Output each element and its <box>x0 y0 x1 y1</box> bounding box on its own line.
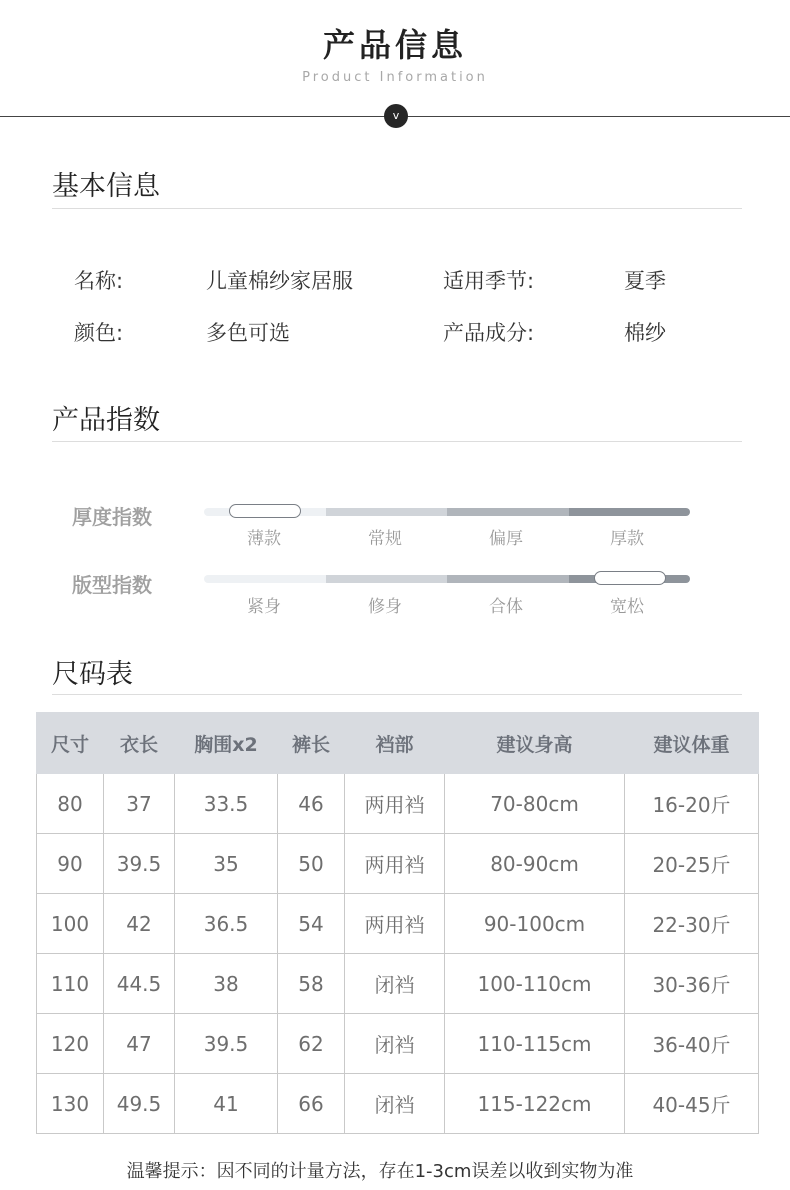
thickness-index-marker <box>229 504 301 518</box>
table-row <box>37 774 759 834</box>
table-row <box>37 954 759 1014</box>
table-cell: 两用裆 <box>345 774 445 834</box>
column-header: 建议身高 <box>445 713 625 774</box>
section-divider <box>52 441 742 442</box>
column-header: 尺寸 <box>37 713 104 774</box>
section-title-product-index: 产品指数 <box>52 405 160 436</box>
table-cell: 37 <box>104 774 175 834</box>
section-title-size-chart: 尺码表 <box>52 659 133 690</box>
table-cell: 40-45斤 <box>625 1074 759 1134</box>
index-label-thickness: 厚度指数 <box>72 505 152 529</box>
table-cell: 44.5 <box>104 954 175 1014</box>
table-cell: 62 <box>278 1014 345 1074</box>
thickness-tick: 薄款 <box>247 529 281 549</box>
table-cell: 闭裆 <box>345 1014 445 1074</box>
table-cell: 33.5 <box>175 774 278 834</box>
table-row <box>37 894 759 954</box>
table-cell: 20-25斤 <box>625 834 759 894</box>
thickness-tick: 偏厚 <box>489 529 523 549</box>
table-cell: 38 <box>175 954 278 1014</box>
table-cell: 130 <box>37 1074 104 1134</box>
size-table <box>36 712 759 1134</box>
table-cell: 90-100cm <box>445 894 625 954</box>
table-cell: 46 <box>278 774 345 834</box>
table-cell: 两用裆 <box>345 894 445 954</box>
column-header: 胸围x2 <box>175 713 278 774</box>
table-cell: 闭裆 <box>345 1074 445 1134</box>
table-row <box>37 1074 759 1134</box>
table-cell: 100 <box>37 894 104 954</box>
fit-index-marker <box>594 571 666 585</box>
table-cell: 70-80cm <box>445 774 625 834</box>
fit-tick: 合体 <box>489 597 523 617</box>
info-value-color: 多色可选 <box>206 321 290 345</box>
section-divider <box>52 694 742 695</box>
info-value-name: 儿童棉纱家居服 <box>206 269 353 293</box>
table-header-row <box>37 713 759 774</box>
table-cell: 36.5 <box>175 894 278 954</box>
info-value-material: 棉纱 <box>624 321 666 345</box>
table-cell: 66 <box>278 1074 345 1134</box>
section-title-basic-info: 基本信息 <box>52 171 160 202</box>
measurement-tip: 温馨提示：因不同的计量方法，存在1-3cm误差以收到实物为准 <box>126 1161 634 1182</box>
info-label-material: 产品成分: <box>443 321 535 345</box>
fit-tick: 紧身 <box>247 597 281 617</box>
table-cell: 35 <box>175 834 278 894</box>
section-divider <box>52 208 742 209</box>
page-title: 产品信息 <box>322 26 467 64</box>
table-row <box>37 1014 759 1074</box>
thickness-tick: 厚款 <box>610 529 644 549</box>
table-cell: 90 <box>37 834 104 894</box>
info-label-color: 颜色: <box>74 321 124 345</box>
table-cell: 80 <box>37 774 104 834</box>
table-cell: 闭裆 <box>345 954 445 1014</box>
table-cell: 22-30斤 <box>625 894 759 954</box>
page-subtitle: Product Information <box>302 70 488 85</box>
table-cell: 两用裆 <box>345 834 445 894</box>
chevron-down-icon: v <box>384 104 408 128</box>
table-cell: 49.5 <box>104 1074 175 1134</box>
table-cell: 41 <box>175 1074 278 1134</box>
table-cell: 42 <box>104 894 175 954</box>
table-cell: 110-115cm <box>445 1014 625 1074</box>
info-value-season: 夏季 <box>624 269 666 293</box>
table-cell: 39.5 <box>104 834 175 894</box>
info-label-season: 适用季节: <box>443 269 535 293</box>
column-header: 裤长 <box>278 713 345 774</box>
table-cell: 58 <box>278 954 345 1014</box>
table-cell: 80-90cm <box>445 834 625 894</box>
table-cell: 47 <box>104 1014 175 1074</box>
column-header: 建议体重 <box>625 713 759 774</box>
table-cell: 50 <box>278 834 345 894</box>
table-cell: 115-122cm <box>445 1074 625 1134</box>
table-cell: 39.5 <box>175 1014 278 1074</box>
index-label-fit: 版型指数 <box>72 573 152 597</box>
table-cell: 30-36斤 <box>625 954 759 1014</box>
table-cell: 36-40斤 <box>625 1014 759 1074</box>
fit-tick: 宽松 <box>610 597 644 617</box>
column-header: 裆部 <box>345 713 445 774</box>
table-cell: 110 <box>37 954 104 1014</box>
table-cell: 120 <box>37 1014 104 1074</box>
table-cell: 54 <box>278 894 345 954</box>
info-label-name: 名称: <box>74 269 124 293</box>
table-cell: 16-20斤 <box>625 774 759 834</box>
table-row <box>37 834 759 894</box>
fit-tick: 修身 <box>368 597 402 617</box>
column-header: 衣长 <box>104 713 175 774</box>
table-cell: 100-110cm <box>445 954 625 1014</box>
thickness-tick: 常规 <box>368 529 402 549</box>
